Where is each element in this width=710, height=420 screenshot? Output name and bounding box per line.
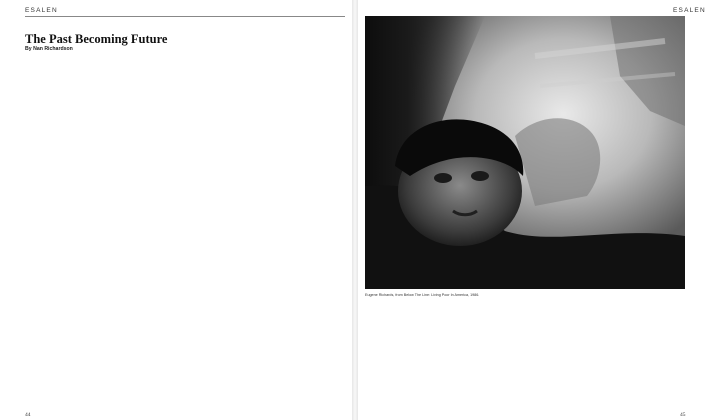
running-head-right: ESALEN — [673, 7, 706, 14]
article-byline: By Nan Richardson — [25, 46, 73, 52]
running-head-left: ESALEN — [25, 7, 58, 14]
photograph — [365, 16, 685, 289]
text-column-left-2 — [188, 22, 345, 406]
photograph-image — [365, 16, 685, 289]
article-title: The Past Becoming Future — [25, 32, 168, 46]
text-column-left-1 — [25, 56, 179, 406]
page-number-right: 45 — [680, 412, 686, 418]
text-column-right-2 — [528, 301, 685, 409]
page-number-left: 44 — [25, 412, 31, 418]
header-rule-left — [25, 16, 345, 17]
photo-caption: Eugene Richards, from Below The Line: Living Poor In America, 1986. — [365, 293, 480, 297]
page-gutter — [352, 0, 358, 420]
text-column-right-1 — [365, 301, 520, 409]
